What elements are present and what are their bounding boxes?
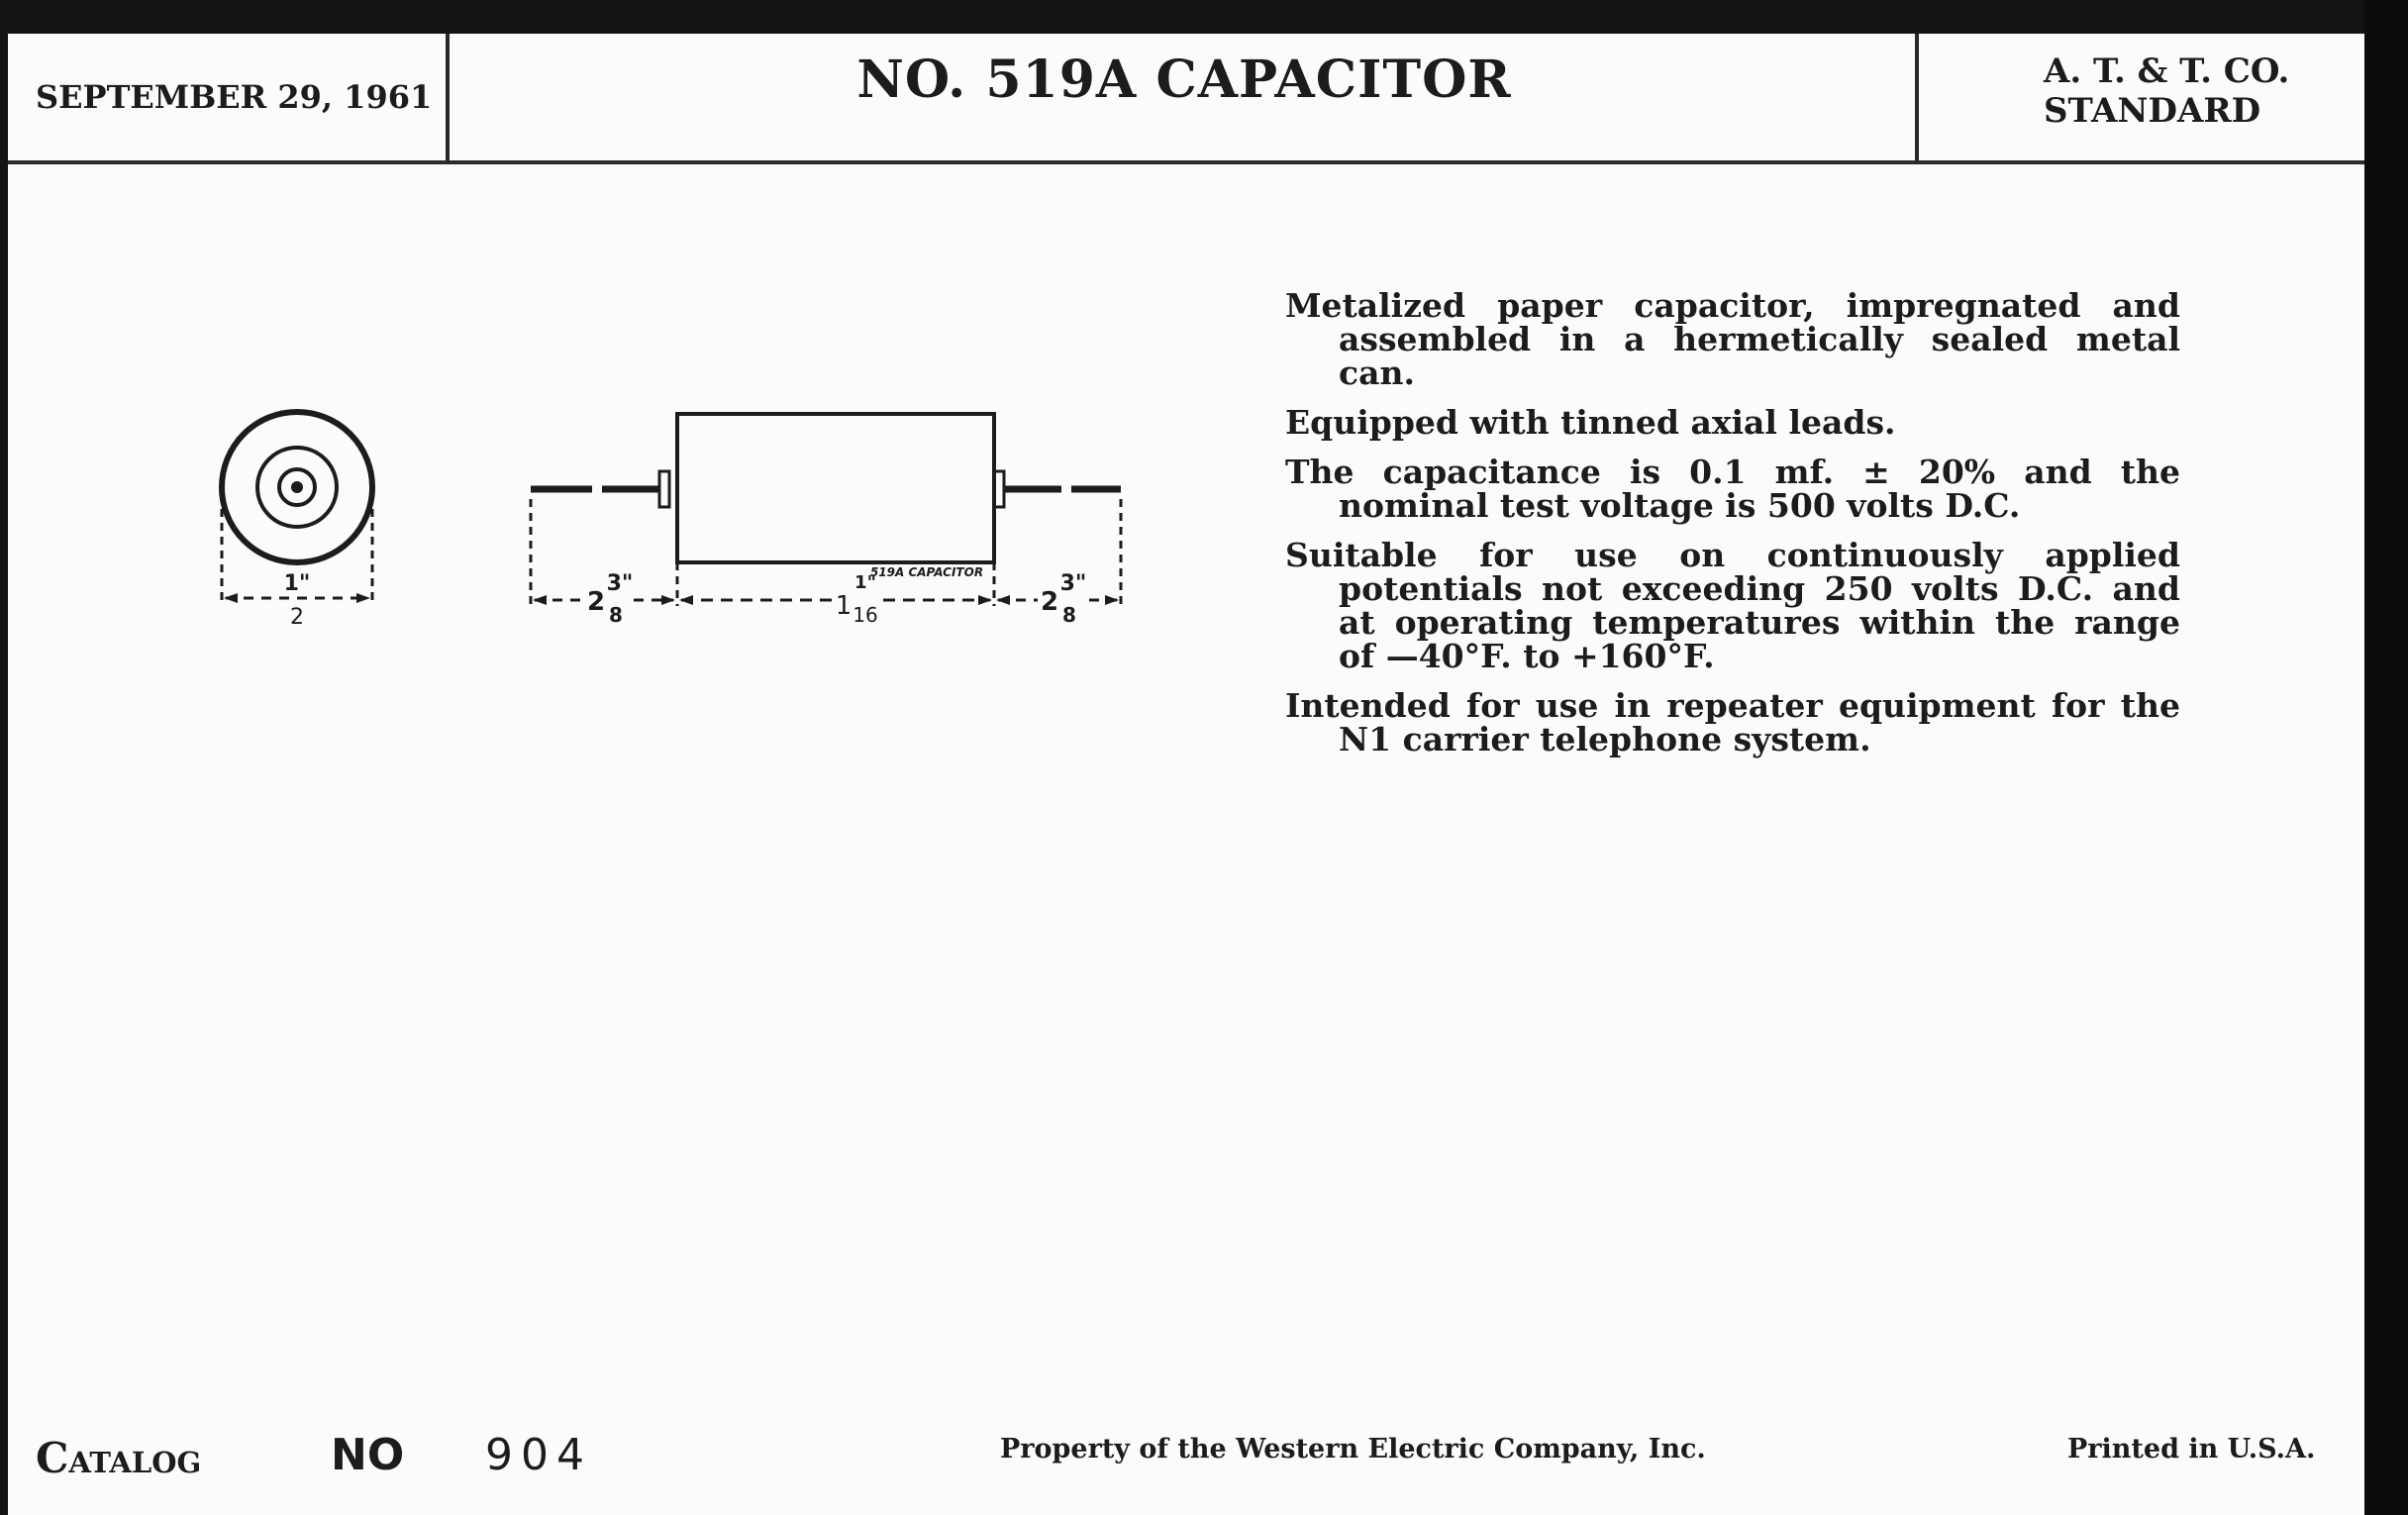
description-paragraph: Metalized paper capacitor, impregnated and assembled in a hermetically sealed metal can. — [1285, 286, 2180, 392]
arrow-1 — [533, 595, 547, 605]
lead-right-whole: 2 — [1040, 587, 1059, 617]
description-paragraph: Equipped with tinned axial leads. — [1285, 403, 1896, 442]
left-end-seal — [659, 471, 669, 507]
lead-right-numerator: 3" — [1059, 571, 1087, 596]
end-view-arrow-right — [356, 593, 370, 603]
description-paragraph: Intended for use in repeater equipment for the N1 carrier telephone system. — [1285, 686, 2180, 758]
end-view-lead-dot — [291, 481, 303, 493]
arrow-6 — [1105, 595, 1119, 605]
body-denominator: 16 — [853, 603, 878, 627]
standard-block — [1915, 34, 2364, 160]
catalog-card — [8, 34, 2364, 1515]
card-header — [8, 34, 2364, 164]
end-view-dim-denominator: 2 — [290, 605, 304, 630]
arrow-5 — [996, 595, 1010, 605]
description-paragraph: The capacitance is 0.1 mf. ± 20% and the nominal test voltage is 500 volts D.C. — [1285, 453, 2180, 525]
body-whole: 1 — [835, 591, 853, 621]
description-paragraph: Suitable for use on continuously applied potentials not exceeding 250 volts D.C. and at operating temperatures within the range of —40°F. to +160°F. — [1285, 536, 2180, 675]
capacitor-can — [677, 414, 994, 562]
description-block — [1285, 286, 2180, 772]
catalog-number: 904 — [485, 1430, 592, 1480]
right-end-seal — [994, 471, 1004, 507]
arrow-3 — [679, 595, 693, 605]
page-title: NO. 519A CAPACITOR — [856, 50, 1512, 110]
standard-line-1: A. T. & T. CO. — [2044, 51, 2290, 91]
end-view-dim-numerator: 1" — [283, 571, 311, 596]
lead-right-denominator: 8 — [1062, 603, 1076, 627]
printed-notice: Printed in U.S.A. — [2067, 1434, 2316, 1464]
capacitor-drawing — [186, 360, 1176, 657]
lead-left-whole: 2 — [586, 587, 606, 617]
scan-edge — [2364, 0, 2408, 1515]
lead-left-denominator: 8 — [609, 603, 623, 627]
body-marking: 519A CAPACITOR — [869, 565, 984, 579]
property-notice: Property of the Western Electric Company, Inc. — [1000, 1434, 1706, 1464]
standard-line-2: STANDARD — [2044, 91, 2261, 131]
issue-date: SEPTEMBER 29, 1961 — [8, 34, 450, 160]
arrow-4 — [978, 595, 992, 605]
arrow-2 — [661, 595, 675, 605]
catalog-no-label: NO — [331, 1430, 405, 1480]
catalog-label: Catalog — [36, 1434, 202, 1482]
lead-left-numerator: 3" — [606, 571, 634, 596]
end-view-arrow-left — [224, 593, 238, 603]
body-numerator: 1" — [854, 572, 876, 593]
